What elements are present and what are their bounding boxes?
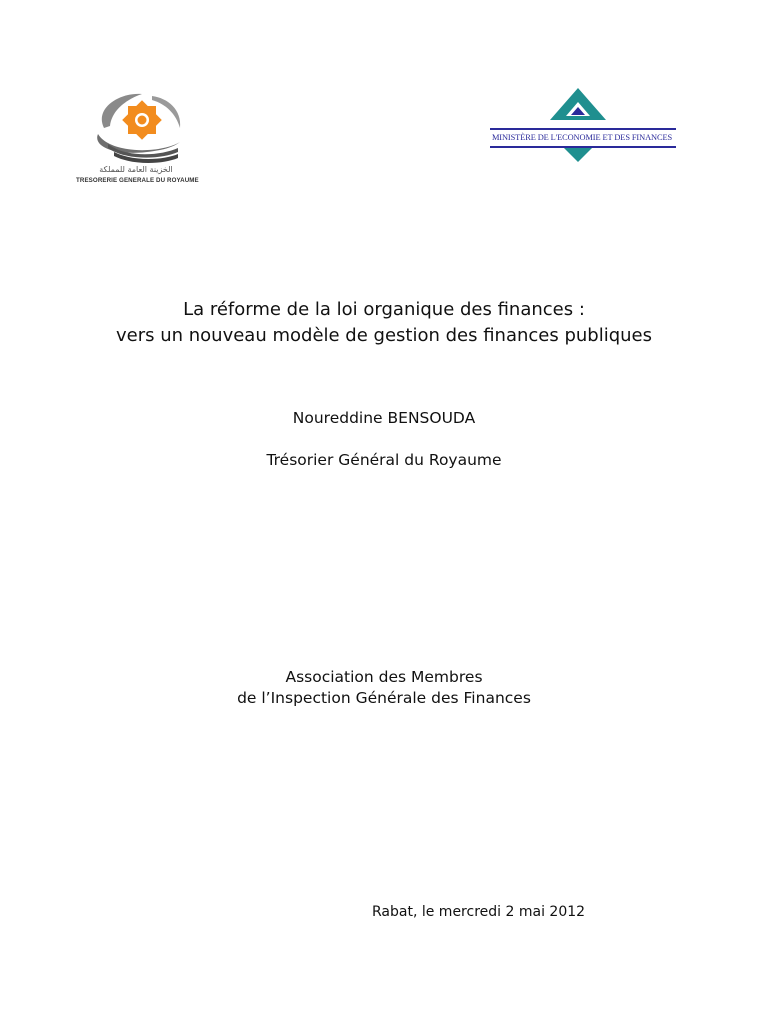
ministry-logo: [488, 88, 678, 164]
organization-line-2: de l’Inspection Générale des Finances: [237, 689, 531, 707]
author-name: Noureddine BENSOUDA: [292, 409, 476, 427]
author-role: Trésorier Général du Royaume: [266, 451, 502, 469]
tgr-logo: [76, 88, 202, 186]
title-line-1: La réforme de la loi organique des finances :: [183, 299, 585, 320]
organization-line-1: Association des Membres: [285, 668, 483, 686]
tgr-arabic-name: الخزينة العامة للمملكة: [99, 165, 173, 174]
organization: [0, 667, 768, 709]
ministry-triangle-emblem-icon: [488, 88, 678, 164]
tgr-french-name: TRESORERIE GENERALE DU ROYAUME: [76, 177, 199, 184]
document-title: [0, 297, 768, 349]
title-line-2: vers un nouveau modèle de gestion des finances publiques: [115, 325, 653, 346]
ministry-name: MINISTÈRE DE L'ECONOMIE ET DES FINANCES: [491, 133, 673, 142]
tgr-star-emblem-icon: [90, 88, 186, 166]
date-line: Rabat, le mercredi 2 mai 2012: [372, 904, 586, 920]
